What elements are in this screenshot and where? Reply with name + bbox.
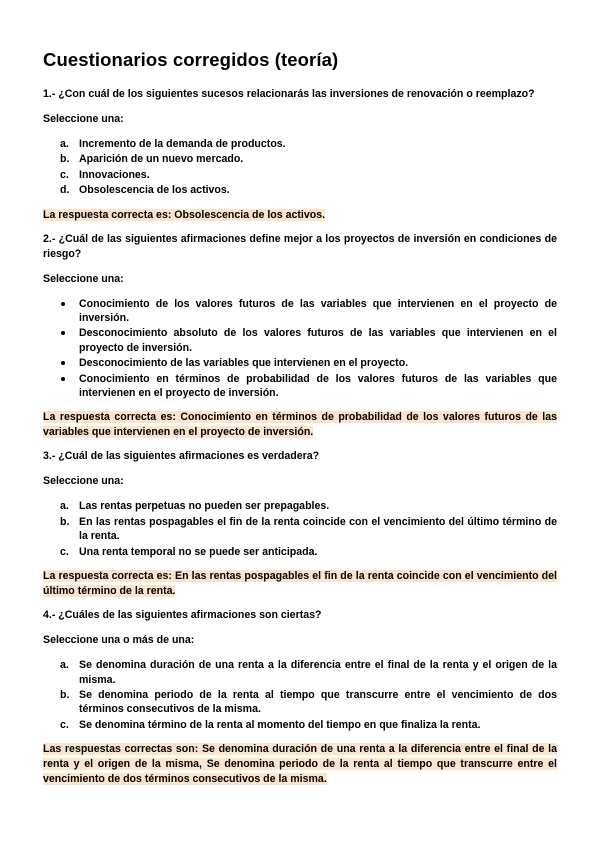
options-list — [43, 658, 557, 732]
option-text: Incremento de la demanda de productos. — [79, 138, 286, 150]
options-list — [43, 297, 557, 401]
option-item — [43, 658, 557, 687]
option-text: Innovaciones. — [79, 168, 150, 181]
question-text: 2.- ¿Cuál de las siguientes afirmaciones define mejor a los proyectos de inversión en condiciones de riesgo? — [43, 232, 557, 260]
option-text: Conocimiento en términos de probabilidad de los valores futuros de las variables que intervienen en el proyecto de inversión. — [79, 372, 557, 400]
option-marker: c. — [60, 545, 69, 558]
option-text: Aparición de un nuevo mercado. — [79, 153, 244, 166]
bullet-icon — [61, 377, 65, 381]
bullet-icon — [61, 361, 65, 365]
page-title: Cuestionarios corregidos (teoría) — [43, 49, 339, 70]
option-marker: a. — [60, 659, 69, 672]
option-text: Desconocimiento absoluto de los valores futuros de las variables que intervienen en el proyecto de inversión. — [79, 327, 557, 354]
bullet-icon — [61, 302, 65, 306]
answer-highlight: Las respuestas correctas son: Se denomina duración de una renta a la diferencia entre el final de la renta y el origen de la misma, Se denomina periodo de la renta al tiempo que transcurre entre el vencimiento de dos términos consecutivos de la misma. — [43, 743, 557, 786]
option-marker: a. — [60, 500, 69, 513]
options-list — [43, 499, 557, 559]
option-text: Conocimiento de los valores futuros de las variables que intervienen en el proyecto de inversión. — [79, 297, 557, 325]
question-block-4 — [43, 608, 557, 787]
option-item — [43, 545, 557, 559]
answer-highlight: La respuesta correcta es: En las rentas pospagables el fin de la renta coincide con el vencimiento del último término de la renta. — [43, 570, 557, 598]
option-text: Se denomina duración de una renta a la diferencia entre el final de la renta y el origen de la misma. — [79, 659, 557, 686]
select-label: Seleccione una: — [43, 272, 124, 285]
option-item — [43, 297, 557, 326]
option-item — [43, 168, 557, 182]
question-text: 1.- ¿Con cuál de los siguientes sucesos relacionarás las inversiones de renovación o reemplazo? — [43, 88, 535, 100]
bullet-icon — [61, 331, 65, 335]
question-block-3 — [43, 449, 557, 599]
option-text: Las rentas perpetuas no pueden ser prepagables. — [79, 500, 330, 513]
option-text: Obsolescencia de los activos. — [79, 184, 230, 197]
correct-answer — [43, 742, 557, 787]
option-item — [43, 688, 557, 717]
answer-highlight: La respuesta correcta es: Obsolescencia de los activos. — [43, 208, 326, 221]
option-item — [43, 326, 557, 355]
option-text: Se denomina término de la renta al momento del tiempo en que finaliza la renta. — [79, 718, 481, 731]
question-text: 3.- ¿Cuál de las siguientes afirmaciones es verdadera? — [43, 450, 320, 463]
option-text: Desconocimiento de las variables que intervienen en el proyecto. — [79, 357, 409, 370]
option-marker: b. — [60, 515, 70, 528]
option-text: En las rentas pospagables el fin de la renta coincide con el vencimiento del último término de la renta. — [79, 515, 557, 543]
select-label: Seleccione una: — [43, 475, 124, 488]
option-text: Una renta temporal no se puede ser anticipada. — [79, 545, 318, 558]
question-block-1 — [43, 87, 557, 223]
option-item — [43, 183, 557, 197]
question-block-2 — [43, 232, 557, 441]
option-item — [43, 372, 557, 401]
option-marker: a. — [60, 138, 69, 150]
option-item — [43, 499, 557, 513]
select-label: Seleccione una o más de una: — [43, 634, 195, 647]
option-text: Se denomina periodo de la renta al tiempo que transcurre entre el vencimiento de dos términos consecutivos de la misma. — [79, 688, 557, 716]
option-item — [43, 152, 557, 166]
option-item — [43, 718, 557, 732]
select-label: Seleccione una: — [43, 113, 124, 125]
option-item — [43, 356, 557, 370]
option-item — [43, 137, 557, 151]
option-marker: c. — [60, 168, 69, 181]
option-marker: c. — [60, 718, 69, 731]
option-item — [43, 515, 557, 544]
correct-answer — [43, 208, 557, 223]
option-marker: b. — [60, 153, 70, 166]
option-marker: d. — [60, 184, 70, 197]
correct-answer — [43, 569, 557, 599]
answer-highlight: La respuesta correcta es: Conocimiento en términos de probabilidad de los valores futuros de las variables que intervienen en el proyecto de inversión. — [43, 411, 557, 439]
option-marker: b. — [60, 688, 70, 701]
options-list — [43, 137, 557, 198]
correct-answer — [43, 410, 557, 440]
question-text: 4.- ¿Cuáles de las siguientes afirmaciones son ciertas? — [43, 609, 322, 622]
